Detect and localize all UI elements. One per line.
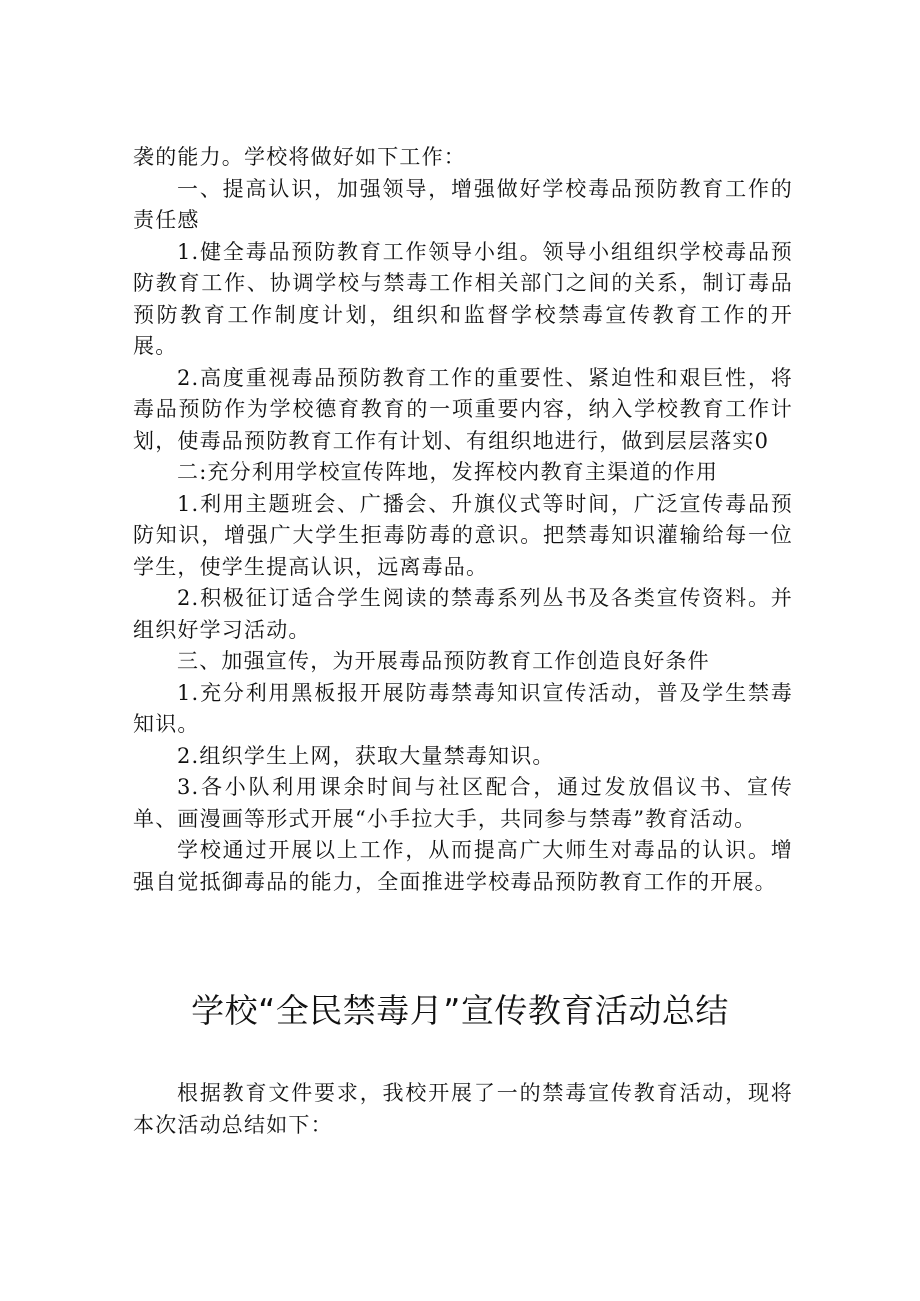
- body-text: [133, 142, 793, 898]
- paragraph: 1.利用主题班会、广播会、升旗仪式等时间，广泛宣传毒品预防知识，增强广大学生拒毒防毒的意识。把禁毒知识灌输给每一位学生，使学生提高认识，远离毒品。: [133, 491, 793, 579]
- paragraph: 1.健全毒品预防教育工作领导小组。领导小组组织学校毒品预防教育工作、协调学校与禁毒工作相关部门之间的关系，制订毒品预防教育工作制度计划，组织和监督学校禁毒宣传教育工作的开展。: [133, 239, 793, 358]
- paragraph: 3.各小队利用课余时间与社区配合，通过发放倡议书、宣传单、画漫画等形式开展“小手拉大手，共同参与禁毒”教育活动。: [133, 775, 793, 831]
- intro-section: [133, 1078, 793, 1141]
- section-heading-3: 三、加强宣传，为开展毒品预防教育工作创造良好条件: [177, 649, 710, 673]
- paragraph: 2.高度重视毒品预防教育工作的重要性、紧迫性和艰巨性，将毒品预防作为学校德育教育的一项重要内容，纳入学校教育工作计划，使毒品预防教育工作有计划、有组织地进行，做到层层落实0: [133, 365, 793, 453]
- intro-paragraph: 根据教育文件要求，我校开展了一的禁毒宣传教育活动，现将本次活动总结如下：: [133, 1081, 793, 1137]
- paragraph: 袭的能力。学校将做好如下工作：: [133, 145, 466, 169]
- paragraph: 1.充分利用黑板报开展防毒禁毒知识宣传活动，普及学生禁毒知识。: [133, 680, 793, 736]
- section-heading-1: 一、提高认识，加强领导，增强做好学校毒品预防教育工作的责任感: [133, 176, 793, 232]
- paragraph: 2.组织学生上网，获取大量禁毒知识。: [177, 743, 555, 768]
- section-heading-2: 二:充分利用学校宣传阵地，发挥校内教育主渠道的作用: [177, 460, 719, 484]
- document-title: 学校“全民禁毒月”宣传教育活动总结: [191, 991, 729, 1030]
- paragraph: 2.积极征订适合学生阅读的禁毒系列丛书及各类宣传资料。并组织好学习活动。: [133, 586, 793, 642]
- paragraph: 学校通过开展以上工作，从而提高广大师生对毒品的认识。增强自觉抵御毒品的能力，全面推进学校毒品预防教育工作的开展。: [133, 838, 793, 894]
